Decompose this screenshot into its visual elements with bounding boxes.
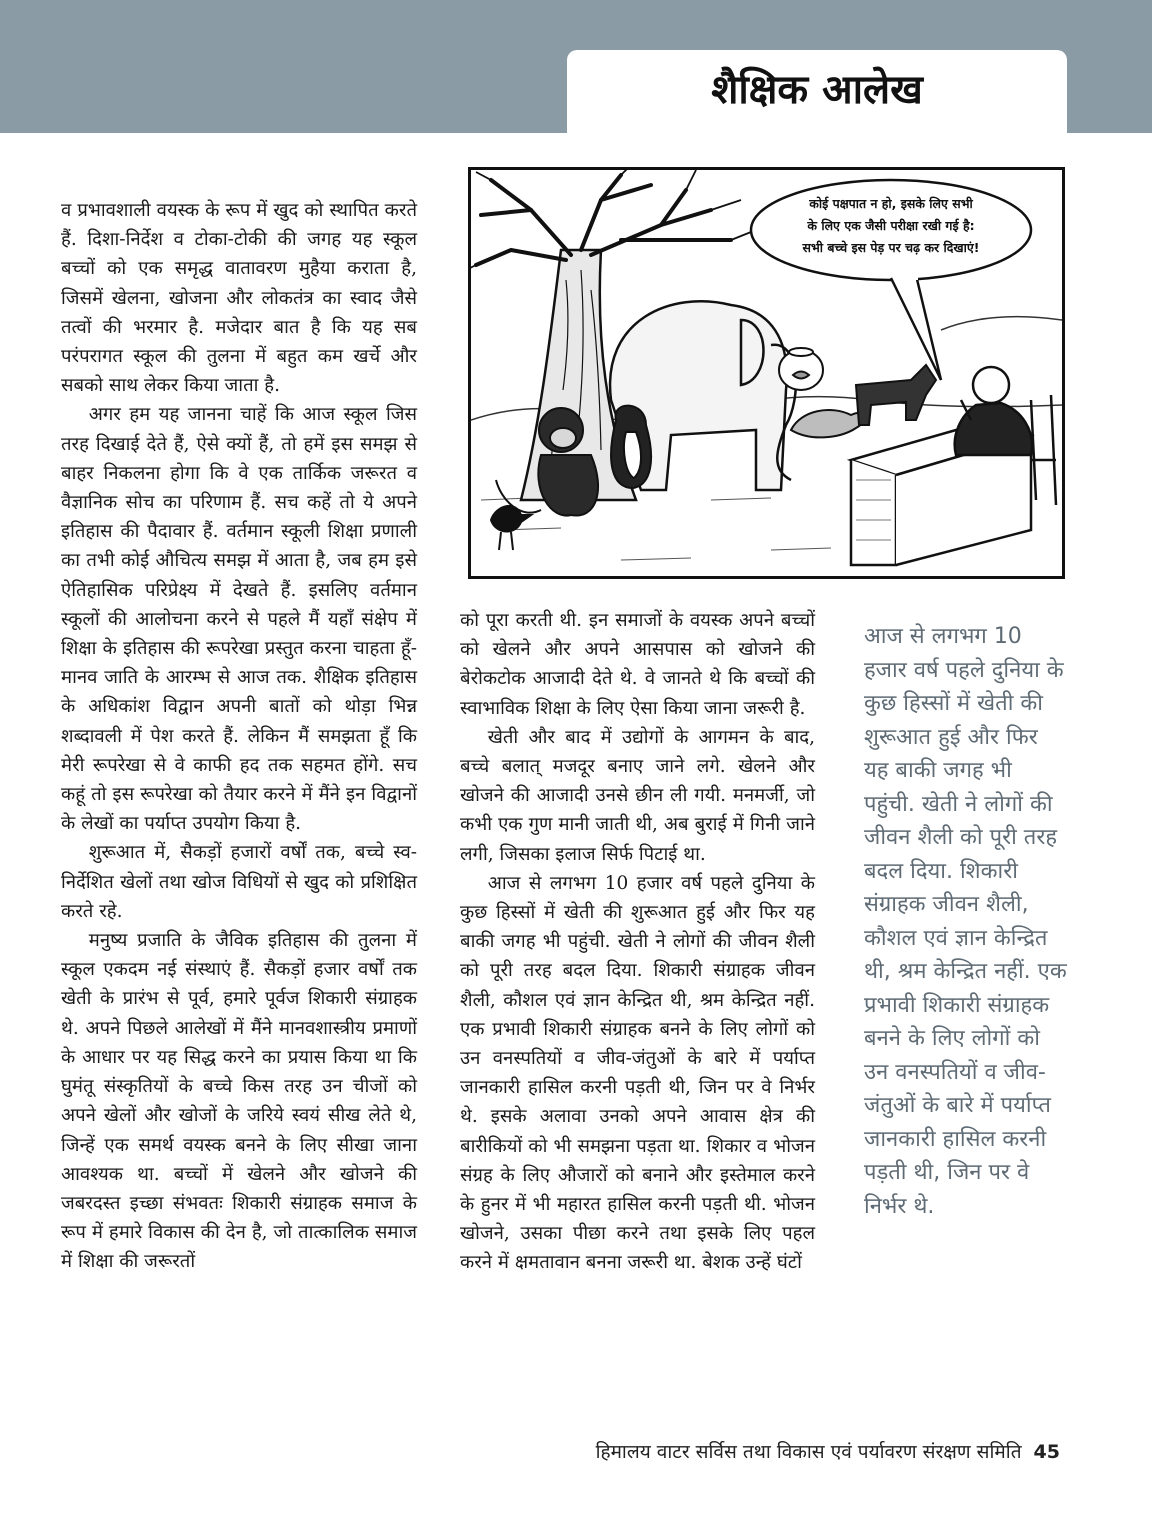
- cartoon-illustration: [468, 167, 1065, 579]
- section-title: शैक्षिक आलेख: [711, 67, 923, 113]
- article-column-middle: [460, 606, 815, 1278]
- pull-quote: आज से लगभग 10 हजार वर्ष पहले दुनिया के कुछ हिस्सों में खेती की शुरूआत हुई और फिर यह बाकी जगह भी पहुंची. खेती ने लोगों की जीवन शैली को पूरी तरह बदल दिया. शिकारी संग्राहक जीवन शैली, कौशल एवं ज्ञान केन्द्रित थी, श्रम केन्द्रित नहीं. एक प्रभावी शिकारी संग्राहक बनने के लिए लोगों को उन वनस्पतियों व जीव-जंतुओं के बारे में पर्याप्त जानकारी हासिल करनी पड़ती थी, जिन पर वे निर्भर थे.: [864, 624, 1067, 1219]
- paragraph: व प्रभावशाली वयस्क के रूप में खुद को स्थापित करते हैं. दिशा-निर्देश व टोका-टोकी की जगह यह स्कूल बच्चों को एक समृद्ध वातावरण मुहैया कराता है, जिसमें खेलना, खोजना और लोकतंत्र का स्वाद जैसे तत्वों की भरमार है. मजेदार बात है कि यह सब परंपरागत स्कूल की तुलना में बहुत कम खर्चे और सबको साथ लेकर किया जाता है.: [61, 200, 417, 397]
- paragraph: आज से लगभग 10 हजार वर्ष पहले दुनिया के कुछ हिस्सों में खेती की शुरूआत हुई और फिर यह बाकी जगह भी पहुंची. खेती ने लोगों की जीवन शैली को पूरी तरह बदल दिया. शिकारी संग्राहक जीवन शैली, कौशल एवं ज्ञान केन्द्रित थी, श्रम केन्द्रित नहीं. एक प्रभावी शिकारी संग्राहक बनने के लिए लोगों को उन वनस्पतियों व जीव-जंतुओं के बारे में पर्याप्त जानकारी हासिल करनी पड़ती थी, जिन पर वे निर्भर थे. इसके अलावा उनको अपने आवास क्षेत्र की बारीकियों को भी समझना पड़ता था. शिकार व भोजन संग्रह के लिए औजारों को बनाने और इस्तेमाल करने के हुनर में भी महारत हासिल करनी पड़ती थी. भोजन खोजने, उसका पीछा करने तथा इसके लिए पहल करने में क्षमतावान बनना जरूरी था. बेशक उन्हें घंटों: [460, 872, 815, 1274]
- page-number: 45: [1033, 1441, 1060, 1463]
- speech-line-3: सभी बच्चे इस पेड़ पर चढ़ कर दिखाएं!: [802, 240, 980, 255]
- paragraph: खेती और बाद में उद्योगों के आगमन के बाद, बच्चे बलात् मजदूर बनाए जाने लगे. खेलने और खोजने की आजादी उनसे छीन ली गयी. मनमर्जी, जो कभी एक गुण मानी जाती थी, अब बुराई में गिनी जाने लगी, जिसका इलाज सिर्फ पिटाई था.: [460, 726, 815, 865]
- paragraph: मनुष्य प्रजाति के जैविक इतिहास की तुलना में स्कूल एकदम नई संस्थाएं हैं. सैकड़ों हजार वर्षों तक खेती के प्रारंभ से पूर्व, हमारे पूर्वज शिकारी संग्राहक थे. अपने पिछले आलेखों में मैंने मानवशास्त्रीय प्रमाणों के आधार पर यह सिद्ध करने का प्रयास किया था कि घुमंतू संस्कृतियों के बच्चे किस तरह उन चीजों को अपने खेलों और खोजों के जरिये स्वयं सीख लेते थे, जिन्हें एक समर्थ वयस्क बनने के लिए सीखा जाना आवश्यक था. बच्चों में खेलने और खोजने की जबरदस्त इच्छा संभवतः शिकारी संग्राहक समाज के रूप में हमारे विकास की देन है, जो तात्कालिक समाज में शिक्षा की जरूरतों: [61, 930, 417, 1273]
- paragraph: अगर हम यह जानना चाहें कि आज स्कूल जिस तरह दिखाई देते हैं, ऐसे क्यों हैं, तो हमें इस समझ से बाहर निकलना होगा कि वे एक तार्किक जरूरत व वैज्ञानिक सोच का परिणाम हैं. सच कहें तो ये अपने इतिहास की पैदावार हैं. वर्तमान स्कूली शिक्षा प्रणाली का तभी कोई औचित्य समझ में आता है, जब हम इसे ऐतिहासिक परिप्रेक्ष्य में देखते हैं. इसलिए वर्तमान स्कूलों की आलोचना करने से पहले मैं यहाँ संक्षेप में शिक्षा के इतिहास की रूपरेखा प्रस्तुत करना चाहता हूँ- मानव जाति के आरम्भ से आज तक. शैक्षिक इतिहास के अधिकांश विद्वान अपनी बातों को थोड़ा भिन्न शब्दावली में पेश करते हैं. लेकिन मैं समझता हूँ कि मेरी रूपरेखा से वे काफी हद तक सहमत होंगे. सच कहूं तो इस रूपरेखा को तैयार करने में मैंने इन विद्वानों के लेखों का पर्याप्त उपयोग किया है.: [61, 404, 417, 835]
- page-footer: [400, 1438, 1060, 1464]
- speech-line-1: कोई पक्षपात न हो, इसके लिए सभी: [809, 196, 973, 211]
- speech-line-2: के लिए एक जैसी परीक्षा रखी गई है:: [807, 218, 975, 233]
- footer-publisher: हिमालय वाटर सर्विस तथा विकास एवं पर्यावरण संरक्षण समिति: [595, 1441, 1022, 1463]
- cartoon-drawing: [471, 170, 1062, 576]
- article-column-left: [61, 196, 417, 1277]
- paragraph: को पूरा करती थी. इन समाजों के वयस्क अपने बच्चों को खेलने और अपने आसपास को खोजने की बेरोकटोक आजादी देते थे. वे जानते थे कि बच्चों की स्वाभाविक शिक्षा के लिए ऐसा किया जाना जरूरी है.: [460, 610, 815, 719]
- paragraph: शुरूआत में, सैकड़ों हजारों वर्षों तक, बच्चे स्व-निर्देशित खेलों तथा खोज विधियों से खुद को प्रशिक्षित करते रहे.: [61, 842, 417, 922]
